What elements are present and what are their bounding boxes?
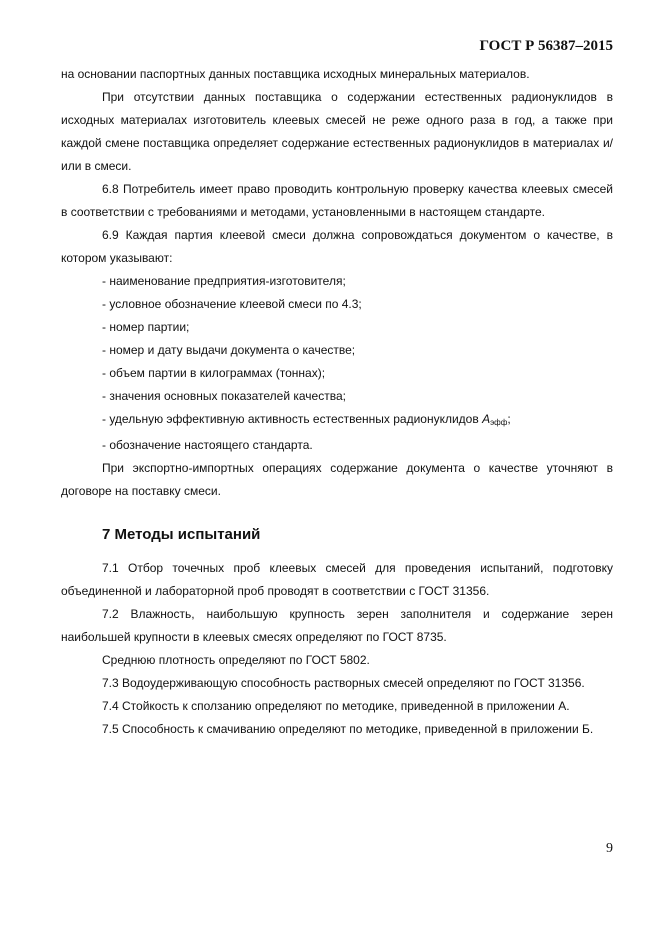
activity-subscript: эфф (490, 418, 508, 427)
paragraph: 7.4 Стойкость к сползанию определяют по методике, приведенной в приложении А. (102, 699, 570, 713)
list-item-end: ; (507, 412, 511, 426)
list-item-activity (61, 408, 613, 434)
paragraph: При экспортно-импортных операциях содержание документа о качестве уточняют в договоре на поставку смеси. (61, 461, 613, 498)
list-item-text: - удельную эффективную активность естественных радионуклидов (102, 412, 483, 426)
paragraph: 6.9 Каждая партия клеевой смеси должна сопровождаться документом о качестве, в котором указывают: (61, 228, 613, 265)
list-item: - объем партии в килограммах (тоннах); (102, 366, 326, 380)
paragraph: 7.1 Отбор точечных проб клеевых смесей для проведения испытаний, подготовку объединенной и лабораторной проб проводят в соответствии с ГОСТ 31356. (61, 561, 613, 598)
paragraph: 6.8 Потребитель имеет право проводить контрольную проверку качества клеевых смесей в соответствии с требованиями и методами, установленными в настоящем стандарте. (61, 182, 613, 219)
document-header: ГОСТ Р 56387–2015 (479, 38, 613, 54)
page-body (61, 63, 613, 741)
list-item: - значения основных показателей качества; (102, 389, 346, 403)
paragraph: 7.3 Водоудерживающую способность растворных смесей определяют по ГОСТ 31356. (102, 676, 585, 690)
section-heading: 7 Методы испытаний (102, 526, 261, 543)
paragraph: При отсутствии данных поставщика о содержании естественных радионуклидов в исходных материалах изготовитель клеевых смесей не реже одного раза в год, а также при каждой смене поставщика определяет содержание естественных радионуклидов в материалах и/или в смеси. (61, 90, 613, 173)
page-number: 9 (606, 841, 613, 856)
list-item: - условное обозначение клеевой смеси по 4.3; (102, 297, 362, 311)
list-item: - обозначение настоящего стандарта. (102, 438, 313, 452)
paragraph: 7.2 Влажность, наибольшую крупность зерен заполнителя и содержание зерен наибольшей крупности в клеевых смесях определяют по ГОСТ 8735. (61, 607, 613, 644)
paragraph: на основании паспортных данных поставщика исходных минеральных материалов. (61, 67, 530, 81)
paragraph: Среднюю плотность определяют по ГОСТ 5802. (102, 653, 370, 667)
list-item: - наименование предприятия-изготовителя; (102, 274, 346, 288)
activity-symbol: A (482, 412, 491, 426)
paragraph: 7.5 Способность к смачиванию определяют по методике, приведенной в приложении Б. (102, 722, 594, 736)
list-item: - номер и дату выдачи документа о качестве; (102, 343, 356, 357)
list-item: - номер партии; (102, 320, 190, 334)
